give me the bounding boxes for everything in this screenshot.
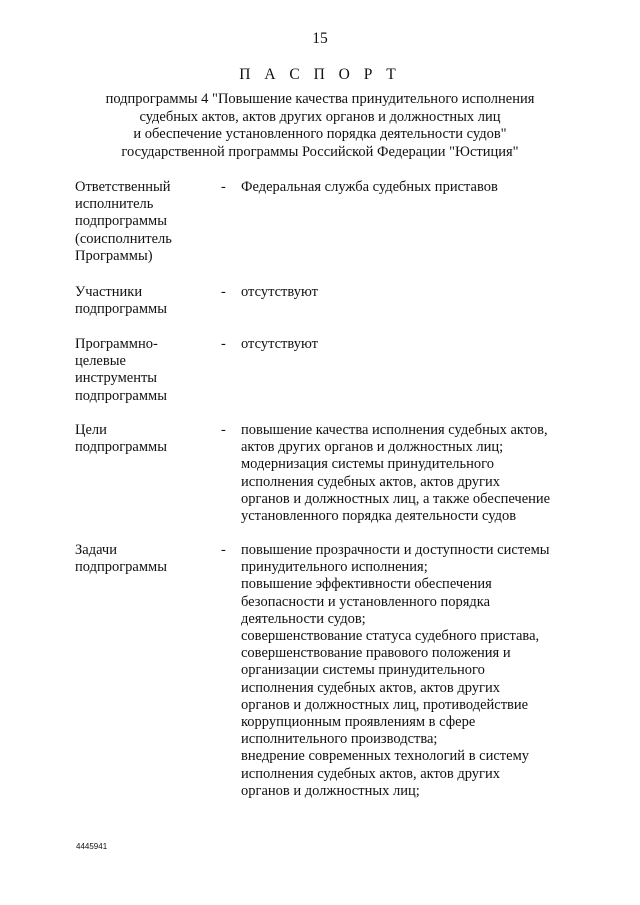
row-value — [241, 179, 581, 196]
label-line: подпрограммы — [75, 301, 167, 318]
document-title: П А С П О Р Т — [239, 66, 401, 83]
value-line: повышение эффективности обеспечения — [241, 576, 492, 593]
value-line: установленного порядка деятельности судов — [241, 508, 517, 525]
row-dash: - — [221, 179, 226, 195]
label-line: подпрограммы — [75, 387, 167, 404]
row-value — [241, 542, 581, 800]
value-line: актов других органов и должностных лиц; — [241, 439, 504, 456]
value-line: исполнения судебных актов, актов других — [241, 765, 500, 782]
value-line: исполнения судебных актов, актов других — [241, 679, 500, 696]
label-line: Ответственный — [75, 179, 171, 195]
label-line: инструменты — [75, 370, 158, 387]
subtitle-line: подпрограммы 4 "Повышение качества принудительного исполнения — [105, 91, 535, 107]
row-label — [75, 422, 215, 456]
label-line: Задачи — [75, 542, 117, 558]
row-value — [241, 284, 581, 301]
row-dash: - — [221, 336, 226, 352]
row-label — [75, 179, 215, 265]
value-line: органов и должностных лиц, противодействие — [241, 696, 529, 713]
subtitle-line: государственной программы Российской Федерации "Юстиция" — [121, 143, 519, 160]
label-line: Программно- — [75, 336, 158, 352]
value-line: принудительного исполнения; — [241, 559, 428, 576]
value-line: отсутствуют — [241, 336, 318, 352]
document-subtitle — [0, 91, 640, 161]
value-line: исполнения судебных актов, актов других — [241, 473, 500, 490]
row-value — [241, 336, 581, 353]
label-line: подпрограммы — [75, 559, 167, 576]
row-value — [241, 422, 581, 525]
value-line: исполнительного производства; — [241, 731, 438, 748]
value-line: отсутствуют — [241, 284, 318, 300]
value-line: повышение качества исполнения судебных актов, — [241, 422, 548, 438]
value-line: органов и должностных лиц, а также обеспечение — [241, 490, 551, 507]
row-dash: - — [221, 542, 226, 558]
document-code: 4445941 — [76, 842, 108, 851]
value-line: совершенствование статуса судебного пристава, — [241, 628, 540, 645]
label-line: Цели — [75, 422, 107, 438]
subtitle-line: и обеспечение установленного порядка деятельности судов" — [133, 126, 507, 142]
row-label — [75, 542, 215, 576]
label-line: подпрограммы — [75, 213, 167, 230]
subtitle-line: судебных актов, актов других органов и должностных лиц — [139, 108, 501, 125]
row-dash: - — [221, 422, 226, 438]
value-line: организации системы принудительного — [241, 662, 485, 679]
value-line: внедрение современных технологий в систему — [241, 748, 529, 765]
value-line: модернизация системы принудительного — [241, 456, 494, 473]
label-line: подпрограммы — [75, 439, 167, 456]
label-line: целевые — [75, 353, 126, 370]
label-line: Участники — [75, 284, 143, 300]
value-line: органов и должностных лиц; — [241, 782, 420, 799]
row-label — [75, 336, 215, 405]
label-line: Программы) — [75, 247, 153, 264]
value-line: безопасности и установленного порядка — [241, 593, 491, 610]
label-line: (соисполнитель — [75, 230, 172, 247]
row-dash: - — [221, 284, 226, 300]
value-line: повышение прозрачности и доступности системы — [241, 542, 550, 558]
value-line: деятельности судов; — [241, 610, 366, 627]
value-line: Федеральная служба судебных приставов — [241, 179, 498, 195]
value-line: коррупционным проявлениям в сфере — [241, 714, 476, 731]
value-line: совершенствование правового положения и — [241, 645, 511, 662]
label-line: исполнитель — [75, 196, 154, 213]
page-number: 15 — [312, 30, 328, 47]
row-label — [75, 284, 215, 318]
